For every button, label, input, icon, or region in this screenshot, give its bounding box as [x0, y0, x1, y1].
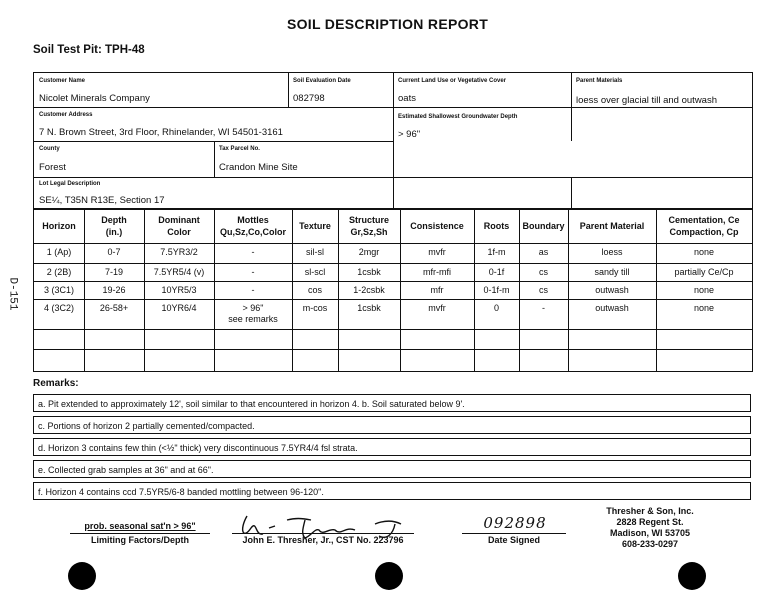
table-cell: 0-1f — [488, 267, 505, 277]
date-signed-value: 092898 — [483, 514, 547, 532]
tax-parcel: Crandon Mine Site — [219, 162, 298, 173]
table-cell: 0-1f-m — [483, 285, 510, 295]
table-cell: 26-58+ — [99, 303, 129, 313]
column-header-line: Mottles — [237, 215, 269, 225]
column-header — [338, 214, 400, 238]
column-header-line: Qu,Sz,Co,Color — [220, 227, 286, 237]
limiting-factors-label: Limiting Factors/Depth — [90, 535, 189, 545]
column-header — [656, 214, 752, 238]
table-cell: none — [693, 303, 715, 313]
column-header-line: Roots — [483, 221, 510, 231]
table-cell: 19-26 — [102, 285, 126, 295]
table-cell: - — [251, 285, 255, 295]
column-header-line: Consistence — [410, 221, 464, 231]
column-header-line: Cementation, Ce — [668, 215, 740, 225]
table-cell: 10YR5/3 — [161, 285, 197, 295]
limiting-factors-value: prob. seasonal sat'n > 96" — [84, 521, 196, 531]
county: Forest — [39, 162, 66, 173]
county-label: County — [39, 146, 60, 152]
table-cell: 1csbk — [357, 267, 381, 277]
soil-test-pit-value: TPH-48 — [105, 44, 145, 56]
table-cell: 4 (3C2) — [43, 303, 74, 313]
punch-hole-right — [678, 562, 706, 590]
table-cell: 2mgr — [358, 247, 380, 257]
table-cell: 1csbk — [357, 303, 381, 313]
report-title: SOIL DESCRIPTION REPORT — [286, 16, 489, 32]
table-cell: - — [251, 267, 255, 277]
table-cell: 7-19 — [104, 267, 123, 277]
punch-hole-center — [375, 562, 403, 590]
remark-line: c. Portions of horizon 2 partially cemented/compacted. — [33, 416, 751, 434]
table-cell: cos — [307, 285, 322, 295]
land-use-label: Current Land Use or Vegetative Cover — [398, 78, 507, 84]
column-header-line: (in.) — [105, 227, 123, 237]
column-header — [568, 220, 656, 232]
customer-name-label: Customer Name — [39, 78, 86, 84]
column-header — [34, 220, 84, 232]
table-cell: 0 — [493, 303, 499, 313]
company-phone: 608-233-0297 — [621, 539, 679, 549]
land-use: oats — [398, 93, 416, 104]
table-cell: 1 (Ap) — [46, 247, 72, 257]
side-mark: D-151 — [6, 277, 19, 311]
column-header-line: Horizon — [42, 221, 76, 231]
table-cell: none — [693, 247, 715, 257]
table-cell: mvfr — [428, 247, 446, 257]
table-cell: sl-scl — [304, 267, 326, 277]
table-cell: sil-sl — [306, 247, 324, 257]
lot-legal-label: Lot Legal Description — [39, 181, 101, 187]
table-cell: outwash — [595, 285, 629, 295]
soil-eval-date-label: Soil Evaluation Date — [293, 78, 351, 84]
column-header — [144, 214, 214, 238]
table-cell: mfr-mfi — [423, 267, 451, 277]
lot-legal: SE¼, T35N R13E, Section 17 — [39, 195, 165, 206]
customer-name: Nicolet Minerals Company — [39, 93, 150, 104]
table-cell: 1f-m — [487, 247, 506, 257]
column-header-line: Parent Material — [579, 221, 645, 231]
soil-eval-date: 082798 — [293, 93, 325, 104]
column-header-line: Gr,Sz,Sh — [350, 227, 388, 237]
table-cell: cs — [539, 285, 548, 295]
remark-line: a. Pit extended to approximately 12', soil similar to that encountered in horizon 4. b. Soil saturated below 9'. — [33, 394, 751, 412]
remark-line: d. Horizon 3 contains few thin (<½" thick) very discontinuous 7.5YR4/4 fsl strata. — [33, 438, 751, 456]
column-header — [400, 220, 474, 232]
column-header-line: Color — [167, 227, 191, 237]
table-cell: none — [693, 285, 715, 295]
column-header — [84, 214, 144, 238]
table-cell: as — [538, 247, 549, 257]
table-cell: partially Ce/Cp — [674, 267, 734, 277]
column-header-line: Compaction, Cp — [669, 227, 739, 237]
punch-hole-left — [68, 562, 96, 590]
column-header — [519, 220, 568, 232]
table-cell: 3 (3C1) — [43, 285, 74, 295]
table-cell: 7.5YR5/4 (v) — [153, 267, 205, 277]
parent-materials-label: Parent Materials — [576, 78, 623, 84]
remark-line: e. Collected grab samples at 36" and at 66". — [33, 460, 751, 478]
column-header-line: Structure — [348, 215, 389, 225]
date-signed-label: Date Signed — [487, 535, 540, 545]
customer-address-label: Customer Address — [39, 112, 93, 118]
remarks-label: Remarks: — [33, 378, 79, 389]
customer-address: 7 N. Brown Street, 3rd Floor, Rhinelander, WI 54501-3161 — [39, 127, 283, 138]
table-cell: m-cos — [302, 303, 328, 313]
column-header-line: Dominant — [158, 215, 200, 225]
signer-name: John E. Thresher, Jr., CST No. 223796 — [242, 535, 404, 545]
column-header-line: Boundary — [522, 221, 565, 231]
column-header — [474, 220, 519, 232]
column-header-line: Depth — [101, 215, 127, 225]
table-cell: mfr — [430, 285, 444, 295]
info-section — [33, 72, 753, 210]
column-header-line: Texture — [299, 221, 331, 231]
horizon-table — [33, 208, 753, 372]
table-cell: 2 (2B) — [46, 267, 72, 277]
company-block — [590, 506, 710, 550]
table-cell: 10YR6/4 — [161, 303, 197, 313]
soil-test-pit-label: Soil Test Pit: — [33, 44, 102, 56]
table-cell: 7.5YR3/2 — [160, 247, 198, 257]
table-cell: - — [251, 247, 255, 257]
table-cell: 1-2csbk — [353, 285, 385, 295]
company-street: 2828 Regent St. — [616, 517, 684, 527]
parent-materials: loess over glacial till and outwash — [576, 95, 717, 106]
table-cell: outwash — [595, 303, 629, 313]
table-cell: - — [542, 303, 545, 313]
table-cell: > 96" see remarks — [228, 303, 278, 324]
company-name: Thresher & Son, Inc. — [606, 506, 694, 516]
table-cell: loess — [601, 247, 623, 257]
table-cell: cs — [539, 267, 548, 277]
groundwater-label: Estimated Shallowest Groundwater Depth — [398, 114, 518, 120]
column-header — [292, 220, 338, 232]
table-cell: 0-7 — [107, 247, 121, 257]
company-city: Madison, WI 53705 — [609, 528, 691, 538]
tax-parcel-label: Tax Parcel No. — [219, 146, 260, 152]
table-cell: sandy till — [594, 267, 630, 277]
column-header — [214, 214, 292, 238]
soil-test-pit — [33, 44, 145, 56]
groundwater-depth: > 96" — [398, 129, 421, 140]
remark-line: f. Horizon 4 contains ccd 7.5YR5/6-8 banded mottling between 96-120". — [33, 482, 751, 500]
table-cell: mvfr — [428, 303, 446, 313]
